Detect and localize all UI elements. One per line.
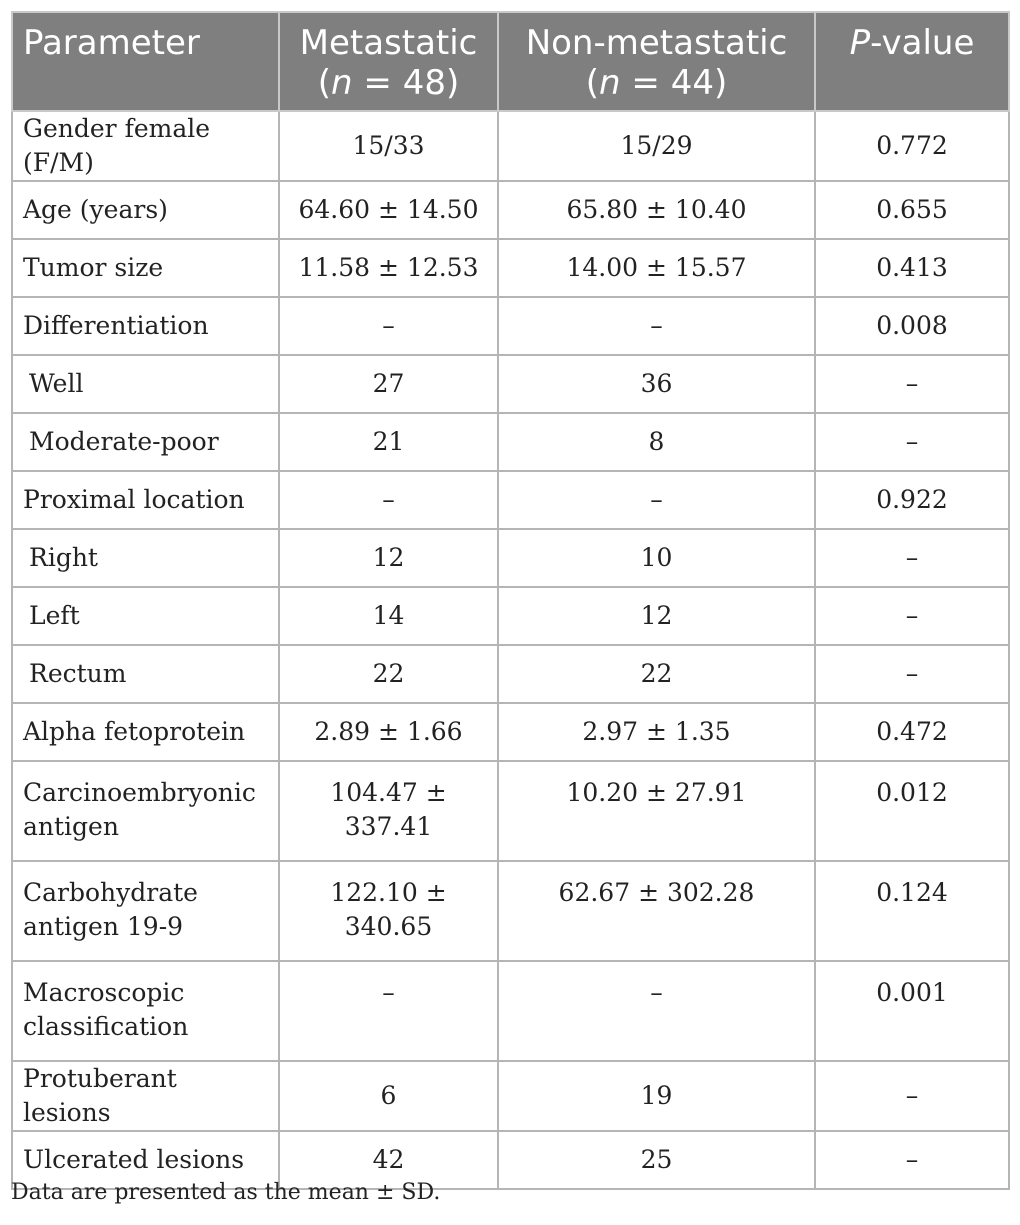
metastatic-value: – (279, 297, 498, 355)
table-row (12, 239, 1009, 297)
data-table-container (11, 11, 1008, 1190)
metastatic-value: – (279, 961, 498, 1061)
metastatic-value: 21 (279, 413, 498, 471)
header-metastatic: Metastatic (n = 48) (279, 12, 498, 111)
nonmetastatic-value: 15/29 (498, 111, 815, 181)
row-label: Differentiation (12, 297, 279, 355)
nonmetastatic-value: 14.00 ± 15.57 (498, 239, 815, 297)
metastatic-value: 122.10 ± 340.65 (279, 861, 498, 961)
row-label-line1: Carbohydrate (23, 878, 198, 907)
metastatic-value: 64.60 ± 14.50 (279, 181, 498, 239)
table-row (12, 355, 1009, 413)
nonmetastatic-value: 10.20 ± 27.91 (498, 761, 815, 861)
p-value: 0.008 (815, 297, 1009, 355)
nonmetastatic-value: 19 (498, 1061, 815, 1131)
table-footnote: Data are presented as the mean ± SD. (11, 1180, 441, 1205)
header-p-value (815, 12, 1009, 111)
table-row (12, 1061, 1009, 1131)
metastatic-value: 2.89 ± 1.66 (279, 703, 498, 761)
metastatic-value: 11.58 ± 12.53 (279, 239, 498, 297)
metastatic-value: 27 (279, 355, 498, 413)
metastatic-value: 12 (279, 529, 498, 587)
row-label: Rectum (12, 645, 279, 703)
row-label: Proximal location (12, 471, 279, 529)
row-label: Age (years) (12, 181, 279, 239)
table-row (12, 471, 1009, 529)
p-value: 0.124 (815, 861, 1009, 961)
table-row (12, 181, 1009, 239)
p-value: 0.413 (815, 239, 1009, 297)
patient-characteristics-table (11, 11, 1010, 1190)
nonmetastatic-value: 62.67 ± 302.28 (498, 861, 815, 961)
row-label: Left (12, 587, 279, 645)
header-p-letter: P (849, 23, 871, 63)
metastatic-value: 104.47 ± 337.41 (279, 761, 498, 861)
p-value: – (815, 413, 1009, 471)
table-row (12, 111, 1009, 181)
table-row (12, 861, 1009, 961)
p-value: – (815, 1061, 1009, 1131)
row-label: Alpha fetoprotein (12, 703, 279, 761)
nonmetastatic-value: 12 (498, 587, 815, 645)
row-label: Tumor size (12, 239, 279, 297)
row-label (12, 961, 279, 1061)
metastatic-value: 22 (279, 645, 498, 703)
p-value: 0.472 (815, 703, 1009, 761)
header-metastatic-n: n (331, 63, 353, 103)
nonmetastatic-value: – (498, 961, 815, 1061)
row-label-line2: classification (23, 1012, 189, 1041)
table-row (12, 529, 1009, 587)
row-label: Ulcerated lesions (12, 1131, 279, 1189)
row-label-line2: antigen (23, 812, 119, 841)
row-label: Gender female (F/M) (12, 111, 279, 181)
p-value: 0.922 (815, 471, 1009, 529)
table-row (12, 961, 1009, 1061)
nonmetastatic-value: 10 (498, 529, 815, 587)
table-row (12, 587, 1009, 645)
nonmetastatic-value: 8 (498, 413, 815, 471)
nonmetastatic-value: 2.97 ± 1.35 (498, 703, 815, 761)
table-row (12, 703, 1009, 761)
header-parameter-label: Parameter (23, 23, 200, 63)
metastatic-value: 14 (279, 587, 498, 645)
row-label-line1: Macroscopic (23, 978, 185, 1007)
nonmetastatic-value: – (498, 471, 815, 529)
p-value: 0.001 (815, 961, 1009, 1061)
p-value: – (815, 1131, 1009, 1189)
row-label-line1: Carcinoembryonic (23, 778, 256, 807)
table-header-row (12, 12, 1009, 111)
header-nonmetastatic: Non-metastatic (n = 44) (498, 12, 815, 111)
p-value: 0.772 (815, 111, 1009, 181)
p-value: 0.655 (815, 181, 1009, 239)
p-value: – (815, 529, 1009, 587)
row-label: Well (12, 355, 279, 413)
nonmetastatic-value: 25 (498, 1131, 815, 1189)
metastatic-value: 42 (279, 1131, 498, 1189)
header-p-rest: -value (870, 23, 975, 63)
p-value: 0.012 (815, 761, 1009, 861)
table-row (12, 645, 1009, 703)
row-label (12, 761, 279, 861)
row-label-line2: antigen 19-9 (23, 912, 184, 941)
nonmetastatic-value: 36 (498, 355, 815, 413)
table-row (12, 297, 1009, 355)
table-row (12, 413, 1009, 471)
header-nonmetastatic-label: Non-metastatic (525, 23, 788, 63)
metastatic-value: – (279, 471, 498, 529)
p-value: – (815, 645, 1009, 703)
table-row (12, 761, 1009, 861)
header-metastatic-label: Metastatic (299, 23, 478, 63)
metastatic-value: 15/33 (279, 111, 498, 181)
header-nonmetastatic-count: = 44) (620, 63, 728, 103)
nonmetastatic-value: 22 (498, 645, 815, 703)
nonmetastatic-value: – (498, 297, 815, 355)
p-value: – (815, 355, 1009, 413)
header-parameter (12, 12, 279, 111)
row-label: Moderate-poor (12, 413, 279, 471)
row-label: Protuberant lesions (12, 1061, 279, 1131)
row-label (12, 861, 279, 961)
nonmetastatic-value: 65.80 ± 10.40 (498, 181, 815, 239)
p-value: – (815, 587, 1009, 645)
header-metastatic-count: = 48) (352, 63, 460, 103)
header-nonmetastatic-n: n (599, 63, 621, 103)
metastatic-value: 6 (279, 1061, 498, 1131)
row-label: Right (12, 529, 279, 587)
